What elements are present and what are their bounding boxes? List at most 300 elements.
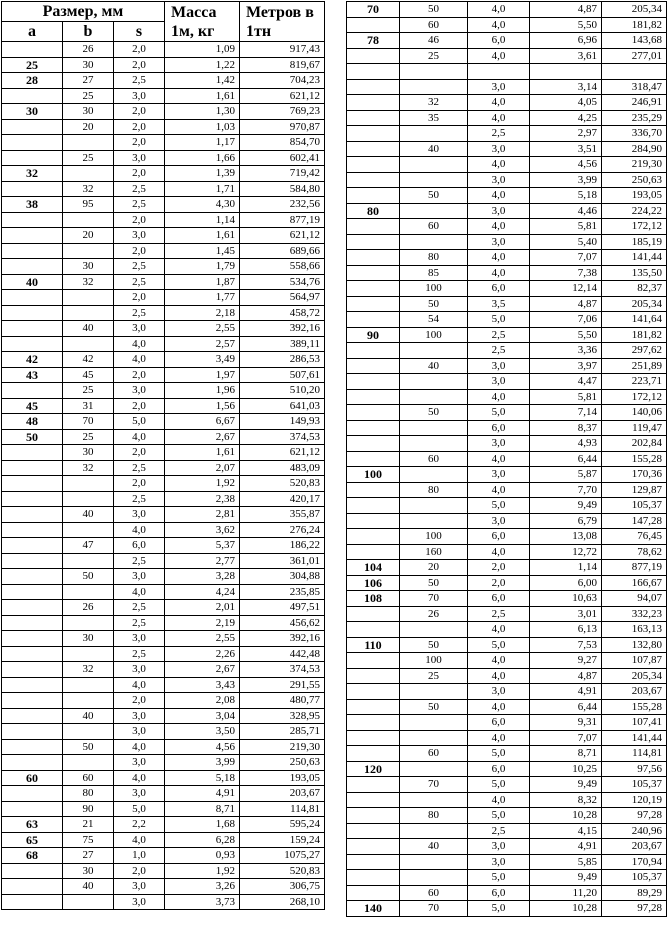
cell-b — [63, 755, 114, 771]
cell-s: 3,0 — [114, 708, 165, 724]
cell-b: 26 — [400, 606, 468, 622]
cell-s: 4,0 — [468, 250, 530, 266]
col-s-header: s — [114, 22, 165, 42]
cell-s: 3,0 — [114, 879, 165, 895]
cell-b — [63, 724, 114, 740]
cell-b: 40 — [63, 708, 114, 724]
cell-mass: 1,14 — [530, 560, 602, 576]
cell-meters: 107,41 — [602, 715, 667, 731]
cell-a — [2, 631, 63, 647]
cell-mass: 10,63 — [530, 591, 602, 607]
cell-a — [2, 290, 63, 306]
cell-a — [2, 321, 63, 337]
table-row — [2, 166, 325, 182]
cell-s: 6,0 — [468, 761, 530, 777]
cell-meters: 389,11 — [240, 336, 325, 352]
col-b-header: b — [63, 22, 114, 42]
cell-s: 3,0 — [468, 358, 530, 374]
cell-mass: 6,67 — [165, 414, 240, 430]
cell-b: 25 — [400, 48, 468, 64]
cell-mass: 10,25 — [530, 761, 602, 777]
cell-b: 47 — [63, 538, 114, 554]
cell-s: 3,0 — [114, 786, 165, 802]
cell-s: 4,0 — [114, 429, 165, 445]
size-header: Размер, мм — [2, 2, 165, 22]
table-row — [347, 901, 667, 917]
cell-a — [2, 88, 63, 104]
cell-meters: 854,70 — [240, 135, 325, 151]
cell-a: 78 — [347, 33, 400, 49]
cell-b: 50 — [63, 739, 114, 755]
cell-s: 4,0 — [468, 699, 530, 715]
cell-meters: 520,83 — [240, 476, 325, 492]
cell-s: 3,0 — [468, 79, 530, 95]
cell-s: 6,0 — [114, 538, 165, 554]
table-row — [2, 367, 325, 383]
cell-a — [347, 730, 400, 746]
cell-mass: 4,87 — [530, 296, 602, 312]
cell-b: 32 — [400, 95, 468, 111]
cell-s: 4,0 — [468, 48, 530, 64]
cell-b: 26 — [63, 42, 114, 58]
cell-mass: 4,87 — [530, 668, 602, 684]
cell-s: 2,5 — [114, 600, 165, 616]
cell-meters: 689,66 — [240, 243, 325, 259]
cell-mass: 3,97 — [530, 358, 602, 374]
cell-a — [347, 870, 400, 886]
cell-s: 3,0 — [114, 383, 165, 399]
cell-mass: 4,87 — [530, 2, 602, 18]
cell-meters: 149,93 — [240, 414, 325, 430]
cell-s: 4,0 — [114, 677, 165, 693]
table-row — [2, 491, 325, 507]
cell-s: 4,0 — [468, 157, 530, 173]
cell-s: 5,0 — [468, 637, 530, 653]
cell-b: 50 — [400, 296, 468, 312]
cell-mass: 2,55 — [165, 321, 240, 337]
cell-s: 4,0 — [468, 792, 530, 808]
cell-meters: 621,12 — [240, 445, 325, 461]
cell-b — [400, 64, 468, 80]
cell-mass: 3,50 — [165, 724, 240, 740]
table-row — [347, 668, 667, 684]
cell-b: 60 — [400, 746, 468, 762]
cell-s: 2,0 — [114, 367, 165, 383]
table-row — [347, 637, 667, 653]
cell-meters: 186,22 — [240, 538, 325, 554]
cell-b: 20 — [400, 560, 468, 576]
cell-b: 70 — [400, 591, 468, 607]
cell-s: 5,0 — [468, 498, 530, 514]
cell-s: 4,0 — [468, 622, 530, 638]
cell-s: 6,0 — [468, 715, 530, 731]
table-row — [2, 507, 325, 523]
cell-a: 120 — [347, 761, 400, 777]
table-row — [2, 770, 325, 786]
cell-b — [63, 522, 114, 538]
table-row — [347, 126, 667, 142]
cell-meters: 172,12 — [602, 219, 667, 235]
left-data-table — [1, 1, 325, 910]
table-row — [347, 281, 667, 297]
cell-mass: 7,70 — [530, 482, 602, 498]
cell-b — [63, 212, 114, 228]
table-row — [347, 560, 667, 576]
cell-b — [63, 290, 114, 306]
cell-mass: 6,28 — [165, 832, 240, 848]
cell-meters: 181,82 — [602, 17, 667, 33]
cell-mass: 1,61 — [165, 228, 240, 244]
cell-s: 4,0 — [468, 668, 530, 684]
cell-mass: 6,00 — [530, 575, 602, 591]
cell-meters: 232,56 — [240, 197, 325, 213]
cell-a: 63 — [2, 817, 63, 833]
cell-meters: 877,19 — [240, 212, 325, 228]
cell-meters: 135,50 — [602, 265, 667, 281]
cell-a: 140 — [347, 901, 400, 917]
cell-a — [347, 653, 400, 669]
table-row — [2, 724, 325, 740]
cell-b: 50 — [400, 699, 468, 715]
table-row — [2, 305, 325, 321]
cell-b: 100 — [400, 327, 468, 343]
cell-a — [2, 615, 63, 631]
cell-a — [2, 243, 63, 259]
cell-meters: 159,24 — [240, 832, 325, 848]
cell-a — [2, 894, 63, 910]
cell-mass: 12,14 — [530, 281, 602, 297]
cell-a — [347, 157, 400, 173]
cell-s: 4,0 — [114, 739, 165, 755]
cell-mass: 5,18 — [530, 188, 602, 204]
cell-a — [347, 281, 400, 297]
cell-mass: 2,57 — [165, 336, 240, 352]
table-row — [347, 219, 667, 235]
cell-meters — [602, 64, 667, 80]
cell-b — [63, 491, 114, 507]
cell-s: 3,0 — [468, 467, 530, 483]
cell-mass: 5,50 — [530, 327, 602, 343]
cell-a — [2, 135, 63, 151]
cell-b — [400, 343, 468, 359]
table-row — [347, 777, 667, 793]
table-row — [347, 141, 667, 157]
cell-meters: 240,96 — [602, 823, 667, 839]
cell-a — [347, 622, 400, 638]
cell-mass: 7,07 — [530, 250, 602, 266]
cell-mass: 3,62 — [165, 522, 240, 538]
cell-mass: 4,30 — [165, 197, 240, 213]
cell-meters: 291,55 — [240, 677, 325, 693]
cell-meters: 328,95 — [240, 708, 325, 724]
cell-b — [400, 126, 468, 142]
table-row — [347, 451, 667, 467]
cell-meters: 76,45 — [602, 529, 667, 545]
cell-b: 100 — [400, 281, 468, 297]
cell-b: 90 — [63, 801, 114, 817]
cell-b: 60 — [400, 451, 468, 467]
cell-s: 3,0 — [114, 631, 165, 647]
cell-a — [2, 212, 63, 228]
cell-a — [347, 498, 400, 514]
cell-mass: 9,49 — [530, 498, 602, 514]
cell-meters: 420,17 — [240, 491, 325, 507]
cell-mass: 3,73 — [165, 894, 240, 910]
cell-s: 5,0 — [468, 746, 530, 762]
cell-meters: 163,13 — [602, 622, 667, 638]
cell-mass: 5,18 — [165, 770, 240, 786]
cell-a — [347, 699, 400, 715]
cell-mass: 3,14 — [530, 79, 602, 95]
cell-a — [347, 405, 400, 421]
cell-b — [400, 467, 468, 483]
cell-a — [2, 739, 63, 755]
table-row — [2, 119, 325, 135]
table-row — [2, 863, 325, 879]
cell-mass: 3,49 — [165, 352, 240, 368]
cell-mass: 3,28 — [165, 569, 240, 585]
cell-mass: 1,92 — [165, 476, 240, 492]
cell-mass: 1,56 — [165, 398, 240, 414]
cell-s: 4,0 — [114, 832, 165, 848]
cell-b: 27 — [63, 73, 114, 89]
table-row — [347, 885, 667, 901]
cell-mass: 3,43 — [165, 677, 240, 693]
table-row — [347, 761, 667, 777]
cell-mass: 1,42 — [165, 73, 240, 89]
cell-a — [347, 343, 400, 359]
cell-a: 25 — [2, 57, 63, 73]
cell-mass: 4,56 — [530, 157, 602, 173]
cell-a — [2, 755, 63, 771]
table-row — [347, 715, 667, 731]
cell-s: 2,5 — [468, 327, 530, 343]
table-row — [2, 445, 325, 461]
table-row — [347, 684, 667, 700]
cell-b — [63, 476, 114, 492]
cell-b — [400, 234, 468, 250]
cell-mass — [530, 64, 602, 80]
cell-a: 80 — [347, 203, 400, 219]
cell-b — [400, 498, 468, 514]
cell-a: 104 — [347, 560, 400, 576]
cell-meters: 621,12 — [240, 88, 325, 104]
cell-mass: 1,09 — [165, 42, 240, 58]
table-row — [347, 265, 667, 281]
table-row — [347, 839, 667, 855]
table-row — [347, 792, 667, 808]
cell-mass: 2,97 — [530, 126, 602, 142]
cell-meters: 170,94 — [602, 854, 667, 870]
cell-a: 48 — [2, 414, 63, 430]
cell-b — [63, 615, 114, 631]
cell-meters: 374,53 — [240, 429, 325, 445]
cell-meters: 641,03 — [240, 398, 325, 414]
cell-a — [2, 879, 63, 895]
table-row — [2, 321, 325, 337]
cell-meters: 120,19 — [602, 792, 667, 808]
cell-s: 2,0 — [114, 290, 165, 306]
table-row — [2, 476, 325, 492]
cell-b: 26 — [63, 600, 114, 616]
cell-mass: 1,30 — [165, 104, 240, 120]
cell-a — [347, 141, 400, 157]
table-row — [2, 631, 325, 647]
cell-s: 3,0 — [468, 684, 530, 700]
table-row — [2, 708, 325, 724]
cell-meters: 534,76 — [240, 274, 325, 290]
cell-meters: 114,81 — [240, 801, 325, 817]
table-row — [2, 57, 325, 73]
cell-mass: 7,38 — [530, 265, 602, 281]
table-row — [2, 243, 325, 259]
cell-b: 27 — [63, 848, 114, 864]
cell-mass: 6,96 — [530, 33, 602, 49]
cell-s: 3,0 — [114, 228, 165, 244]
meters-header: Метров в 1тн — [240, 2, 325, 42]
cell-b: 40 — [400, 358, 468, 374]
table-row — [347, 699, 667, 715]
cell-b — [63, 584, 114, 600]
cell-a — [347, 172, 400, 188]
table-row — [2, 894, 325, 910]
cell-a: 28 — [2, 73, 63, 89]
cell-meters: 1075,27 — [240, 848, 325, 864]
cell-mass: 6,44 — [530, 451, 602, 467]
cell-mass: 10,28 — [530, 808, 602, 824]
cell-b: 80 — [400, 808, 468, 824]
cell-s: 3,0 — [468, 234, 530, 250]
cell-mass: 4,56 — [165, 739, 240, 755]
cell-s: 2,5 — [114, 274, 165, 290]
cell-a — [2, 724, 63, 740]
cell-s: 3,0 — [114, 662, 165, 678]
cell-mass: 4,25 — [530, 110, 602, 126]
cell-a — [2, 383, 63, 399]
table-row — [2, 832, 325, 848]
cell-a — [347, 389, 400, 405]
table-row — [2, 73, 325, 89]
table-row — [347, 343, 667, 359]
cell-mass: 3,99 — [530, 172, 602, 188]
cell-meters: 235,29 — [602, 110, 667, 126]
cell-b — [400, 389, 468, 405]
cell-a — [2, 863, 63, 879]
cell-mass: 1,66 — [165, 150, 240, 166]
cell-a — [347, 529, 400, 545]
cell-b — [63, 166, 114, 182]
cell-b: 60 — [400, 17, 468, 33]
table-row — [347, 808, 667, 824]
cell-meters: 97,28 — [602, 808, 667, 824]
cell-a — [2, 646, 63, 662]
cell-a — [2, 460, 63, 476]
table-row — [2, 755, 325, 771]
table-row — [2, 228, 325, 244]
cell-b: 30 — [63, 57, 114, 73]
cell-a — [2, 507, 63, 523]
cell-meters: 181,82 — [602, 327, 667, 343]
cell-meters: 304,88 — [240, 569, 325, 585]
cell-b — [400, 870, 468, 886]
cell-b: 75 — [63, 832, 114, 848]
cell-mass: 7,53 — [530, 637, 602, 653]
cell-mass: 1,96 — [165, 383, 240, 399]
cell-meters: 219,30 — [602, 157, 667, 173]
cell-b — [400, 730, 468, 746]
cell-b — [63, 305, 114, 321]
cell-mass: 2,55 — [165, 631, 240, 647]
table-row — [2, 848, 325, 864]
cell-meters: 143,68 — [602, 33, 667, 49]
cell-meters: 141,44 — [602, 730, 667, 746]
table-row — [347, 405, 667, 421]
cell-a — [347, 312, 400, 328]
table-row — [2, 336, 325, 352]
cell-s: 2,0 — [114, 693, 165, 709]
cell-meters: 336,70 — [602, 126, 667, 142]
table-row — [2, 104, 325, 120]
cell-b — [400, 513, 468, 529]
table-row — [2, 538, 325, 554]
table-row — [2, 600, 325, 616]
cell-meters: 224,22 — [602, 203, 667, 219]
cell-a — [347, 792, 400, 808]
cell-meters: 819,67 — [240, 57, 325, 73]
cell-b — [63, 693, 114, 709]
cell-a — [347, 420, 400, 436]
cell-s: 2,0 — [114, 104, 165, 120]
cell-mass: 1,68 — [165, 817, 240, 833]
table-row — [2, 677, 325, 693]
cell-b: 45 — [63, 367, 114, 383]
cell-s: 2,0 — [114, 57, 165, 73]
table-row — [347, 64, 667, 80]
cell-mass: 2,77 — [165, 553, 240, 569]
cell-s: 4,0 — [468, 110, 530, 126]
cell-b: 80 — [400, 250, 468, 266]
cell-meters: 219,30 — [240, 739, 325, 755]
cell-b: 60 — [400, 885, 468, 901]
cell-s: 3,0 — [114, 724, 165, 740]
cell-s: 2,5 — [114, 73, 165, 89]
cell-a: 42 — [2, 352, 63, 368]
cell-meters: 78,62 — [602, 544, 667, 560]
cell-meters: 105,37 — [602, 498, 667, 514]
cell-mass: 7,06 — [530, 312, 602, 328]
cell-mass: 9,49 — [530, 870, 602, 886]
cell-s: 3,0 — [468, 203, 530, 219]
cell-mass: 1,22 — [165, 57, 240, 73]
cell-b: 54 — [400, 312, 468, 328]
cell-b: 30 — [63, 445, 114, 461]
cell-s — [468, 64, 530, 80]
cell-meters: 140,06 — [602, 405, 667, 421]
cell-b — [400, 172, 468, 188]
cell-b — [400, 823, 468, 839]
cell-b: 50 — [63, 569, 114, 585]
cell-s: 2,5 — [114, 491, 165, 507]
table-row — [347, 17, 667, 33]
cell-mass: 8,32 — [530, 792, 602, 808]
cell-mass: 1,39 — [165, 166, 240, 182]
cell-mass: 2,07 — [165, 460, 240, 476]
cell-b — [63, 646, 114, 662]
cell-b: 50 — [400, 2, 468, 18]
cell-b — [400, 420, 468, 436]
cell-a — [2, 569, 63, 585]
table-row — [2, 212, 325, 228]
